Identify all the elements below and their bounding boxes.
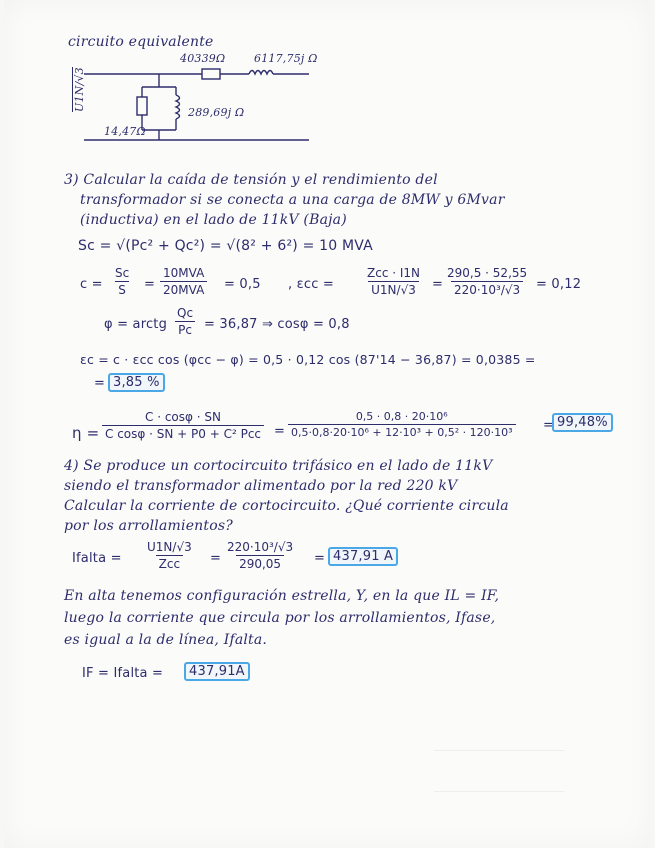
c-fraction-2-num: 10MVA xyxy=(163,266,205,280)
ifalta-equals-1: = xyxy=(210,551,222,566)
q4-statement-line1: 4) Se produce un cortocircuito trifásico en el lado de 11kV xyxy=(64,458,493,474)
q3-statement-line1: 3) Calcular la caída de tensión y el rendimiento del xyxy=(64,172,438,188)
ifalta-fraction-1-den: Zcc xyxy=(156,555,183,571)
ifalta-lhs: Ifalta = xyxy=(72,551,122,566)
q4-statement-line4: por los arrollamientos? xyxy=(64,518,233,534)
eta-equals-2: = xyxy=(543,418,555,433)
eta-result-box: 99,48% xyxy=(552,413,613,432)
ifalta-result-box: 437,91 A xyxy=(328,547,398,566)
notebook-page xyxy=(4,0,651,848)
q3-statement-line3: (inductiva) en el lado de 11kV (Baja) xyxy=(80,212,347,228)
eta-fraction-2 xyxy=(288,410,516,439)
ifalta-fraction-2 xyxy=(224,540,296,571)
ecc-result: = 0,12 xyxy=(536,277,582,292)
ecc-lhs: , εcc = xyxy=(288,277,335,292)
q4-text-line3: es igual a la de línea, Ifalta. xyxy=(64,632,268,648)
phi-fraction-num: Qc xyxy=(177,306,194,320)
ecc-fraction-1-num: Zcc · I1N xyxy=(367,266,421,280)
eta-fraction-2-den: 0,5·0,8·20·10⁶ + 12·10³ + 0,5² · 120·10³ xyxy=(288,424,516,439)
ifalta-fraction-1 xyxy=(144,540,195,571)
q4-statement-line3: Calcular la corriente de cortocircuito. ¿Qué corriente circula xyxy=(64,498,509,514)
q4-statement-line2: siendo el transformador alimentado por la red 220 kV xyxy=(64,478,458,494)
eta-fraction-2-num: 0,5 · 0,8 · 20·10⁶ xyxy=(355,410,448,423)
ec-equation: εc = c · εcc cos (φcc − φ) = 0,5 · 0,12 cos (87'14 − 36,87) = 0,0385 = xyxy=(80,352,536,367)
phi-result: = 36,87 ⇒ cosφ = 0,8 xyxy=(204,317,350,332)
c-fraction-1-num: Sc xyxy=(115,266,130,280)
eta-fraction-1 xyxy=(102,410,264,441)
q3-statement-line2: transformador si se conecta a una carga de 8MW y 6Mvar xyxy=(80,192,505,208)
q4-text-line1: En alta tenemos configuración estrella, Y, en la que IL = IF, xyxy=(64,588,500,604)
phi-lhs: φ = arctg xyxy=(104,317,168,332)
c-fraction-2 xyxy=(160,266,207,297)
shunt-resistor xyxy=(137,97,147,115)
ecc-fraction-1-den: U1N/√3 xyxy=(368,281,419,297)
c-lhs: c = xyxy=(80,277,103,292)
circuit-title: circuito equivalente xyxy=(68,34,214,50)
ec-result-box: 3,85 % xyxy=(108,373,165,392)
ecc-equals: = xyxy=(432,277,444,292)
ecc-fraction-1 xyxy=(364,266,423,297)
c-fraction-2-den: 20MVA xyxy=(160,281,207,297)
phi-fraction xyxy=(174,306,196,337)
ecc-fraction-2 xyxy=(444,266,530,297)
if-final-lhs: IF = Ifalta = xyxy=(82,666,164,681)
eta-equals-1: = xyxy=(274,424,286,439)
series-resistance-label: 40339Ω xyxy=(180,52,226,65)
page-bleed-through xyxy=(434,750,564,792)
series-reactance-label: 6117,75j Ω xyxy=(254,52,318,65)
series-resistor xyxy=(202,69,220,79)
ecc-fraction-2-den: 220·10³/√3 xyxy=(451,281,523,297)
ifalta-fraction-2-den: 290,05 xyxy=(236,555,284,571)
c-fraction-1 xyxy=(112,266,132,297)
c-result: = 0,5 xyxy=(224,277,261,292)
series-inductor xyxy=(249,71,273,75)
ifalta-equals-2: = xyxy=(314,551,326,566)
ecc-fraction-2-num: 290,5 · 52,55 xyxy=(447,266,528,280)
shunt-reactance-label: 289,69j Ω xyxy=(188,106,245,119)
q4-text-line2: luego la corriente que circula por los arrollamientos, Ifase, xyxy=(64,610,496,626)
c-equals: = xyxy=(144,277,156,292)
ec-prefix: = xyxy=(94,376,106,391)
sc-equation: Sc = √(Pc² + Qc²) = √(8² + 6²) = 10 MVA xyxy=(78,238,373,254)
eta-fraction-1-den: C cosφ · SN + P0 + C² Pcc xyxy=(102,425,264,441)
shunt-resistance-label: 14,47Ω xyxy=(104,125,146,138)
equivalent-circuit-diagram xyxy=(64,52,324,152)
ifalta-fraction-1-num: U1N/√3 xyxy=(147,540,192,554)
if-final-result-box: 437,91A xyxy=(184,662,250,681)
ifalta-fraction-2-num: 220·10³/√3 xyxy=(227,540,294,554)
phi-fraction-den: Pc xyxy=(175,321,195,337)
eta-lhs: η = xyxy=(72,424,100,442)
shunt-inductor xyxy=(176,95,180,119)
input-voltage-label: U1N/√3 xyxy=(73,67,86,112)
c-fraction-1-den: S xyxy=(115,281,129,297)
eta-fraction-1-num: C · cosφ · SN xyxy=(145,410,221,424)
